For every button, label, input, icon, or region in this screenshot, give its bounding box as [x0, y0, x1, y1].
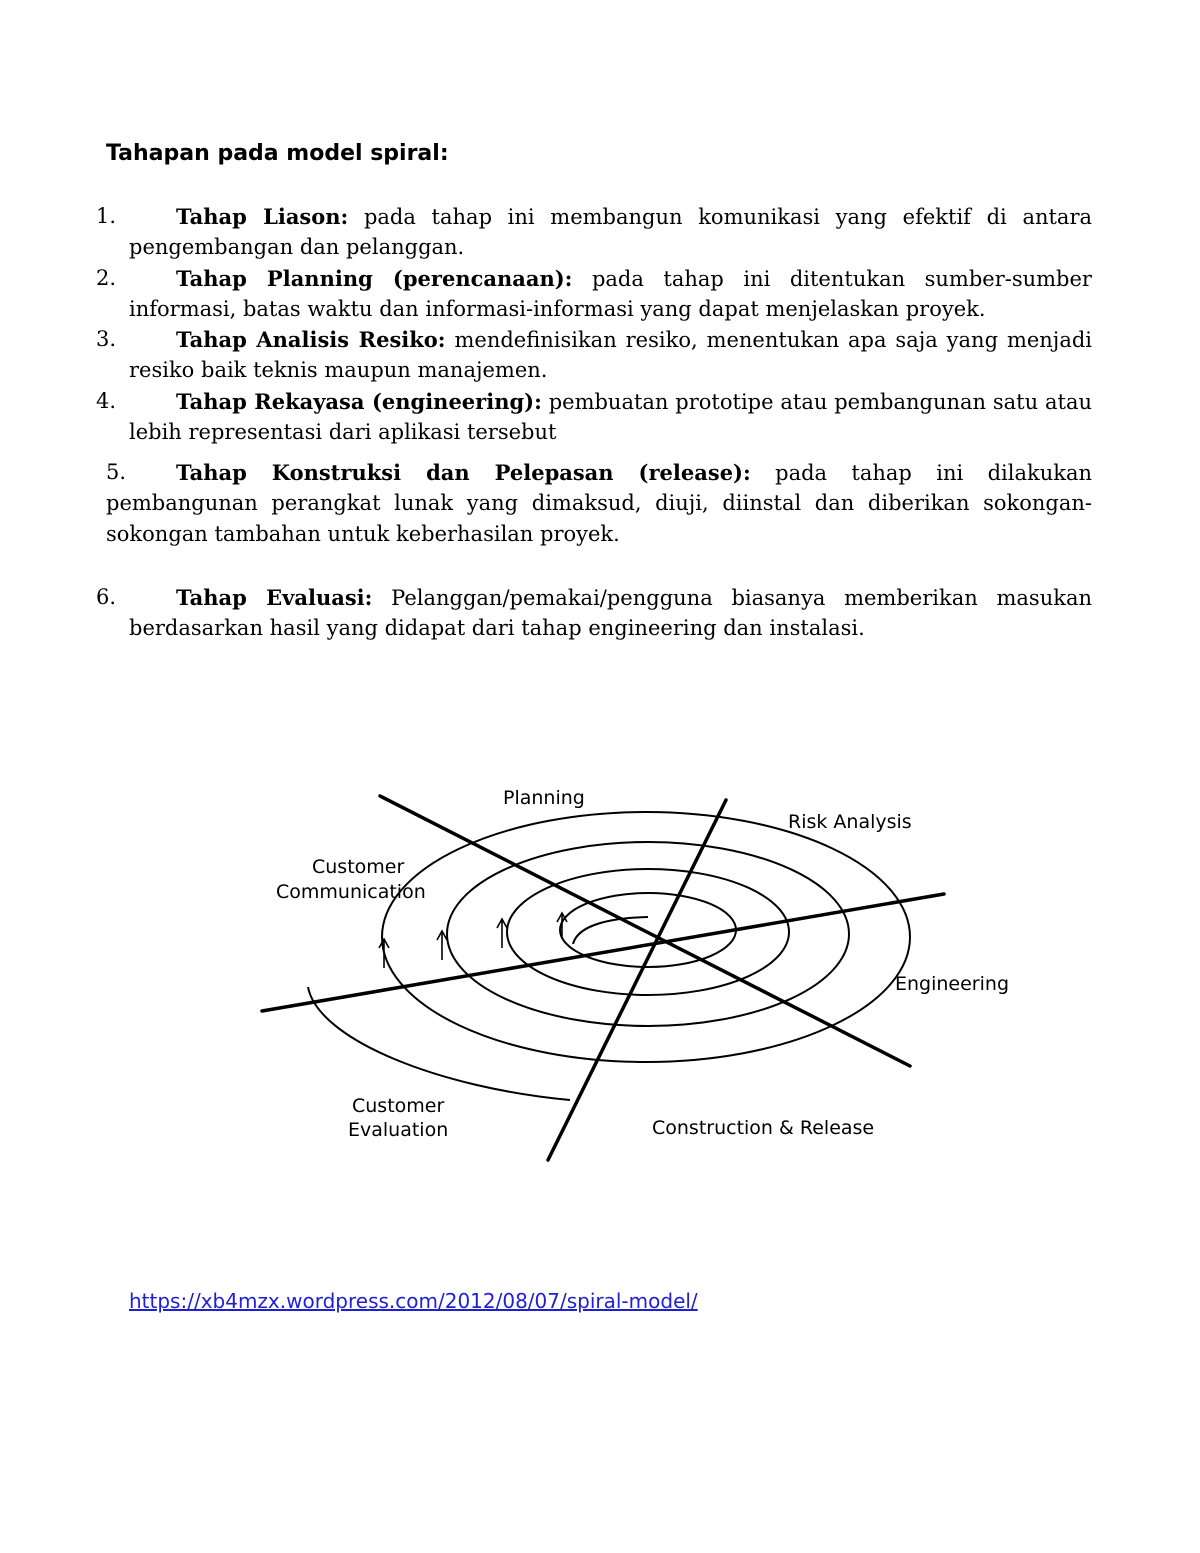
- item-number: 3.: [96, 327, 117, 351]
- item-text: pada tahap ini membangun komunikasi yang efektif di antara: [363, 205, 1093, 229]
- label-customer-evaluation-2: Evaluation: [348, 1119, 449, 1141]
- label-construction-release: Construction & Release: [652, 1117, 875, 1139]
- item-line: [129, 263, 1092, 295]
- axis-line-steep: [548, 800, 726, 1160]
- item-number: 2.: [96, 266, 117, 290]
- item-line: informasi, batas waktu dan informasi-informasi yang dapat menjelaskan proyek.: [129, 297, 986, 321]
- item-text: pembuatan prototipe atau pembangunan satu atau: [548, 390, 1092, 414]
- page-title: Tahapan pada model spiral:: [106, 141, 449, 166]
- item-line: [129, 386, 1092, 418]
- spiral-model-diagram: [240, 770, 1040, 1180]
- item-term: Tahap Analisis Resiko:: [176, 327, 446, 352]
- item-line: [129, 201, 1092, 233]
- item-line: sokongan tambahan untuk keberhasilan proyek.: [106, 522, 620, 546]
- item-number: 6.: [96, 585, 117, 609]
- spiral-outer-arc: [308, 987, 570, 1100]
- label-customer-evaluation-1: Customer: [352, 1095, 445, 1117]
- spiral-start-arc: [573, 917, 648, 944]
- item-number: 4.: [96, 389, 117, 413]
- label-planning: Planning: [503, 787, 585, 809]
- item-number: 1.: [96, 204, 117, 228]
- item-term: Tahap Konstruksi dan Pelepasan (release):: [176, 460, 751, 485]
- item-term: Tahap Rekayasa (engineering):: [176, 389, 542, 414]
- item-line: [129, 582, 1092, 614]
- arrow-up-icon: [497, 919, 507, 948]
- arrow-up-icon: [437, 931, 447, 960]
- label-customer-communication-1: Customer: [312, 856, 405, 878]
- item-line: pembangunan perangkat lunak yang dimaksud, diuji, diinstal dan diberikan sokongan-: [106, 491, 1092, 515]
- item-line: pengembangan dan pelanggan.: [129, 235, 465, 259]
- item-line: berdasarkan hasil yang didapat dari tahap engineering dan instalasi.: [129, 616, 865, 640]
- source-link[interactable]: https://xb4mzx.wordpress.com/2012/08/07/spiral-model/: [129, 1289, 698, 1313]
- label-risk-analysis: Risk Analysis: [788, 811, 912, 833]
- item-number: 5.: [106, 460, 127, 484]
- item-line: [129, 457, 1092, 489]
- item-text: pada tahap ini ditentukan sumber-sumber: [591, 267, 1092, 291]
- item-term: Tahap Liason:: [176, 204, 349, 229]
- item-line: resiko baik teknis maupun manajemen.: [129, 358, 548, 382]
- label-engineering: Engineering: [895, 973, 1009, 995]
- item-text: Pelanggan/pemakai/pengguna biasanya memberikan masukan: [391, 586, 1092, 610]
- item-line: lebih representasi dari aplikasi tersebut: [129, 420, 557, 444]
- item-term: Tahap Planning (perencanaan):: [176, 266, 573, 291]
- item-text: pada tahap ini dilakukan: [775, 461, 1092, 485]
- item-line: [129, 324, 1092, 356]
- item-text: mendefinisikan resiko, menentukan apa saja yang menjadi: [454, 328, 1092, 352]
- item-term: Tahap Evaluasi:: [176, 585, 373, 610]
- label-customer-communication-2: Communication: [276, 881, 426, 903]
